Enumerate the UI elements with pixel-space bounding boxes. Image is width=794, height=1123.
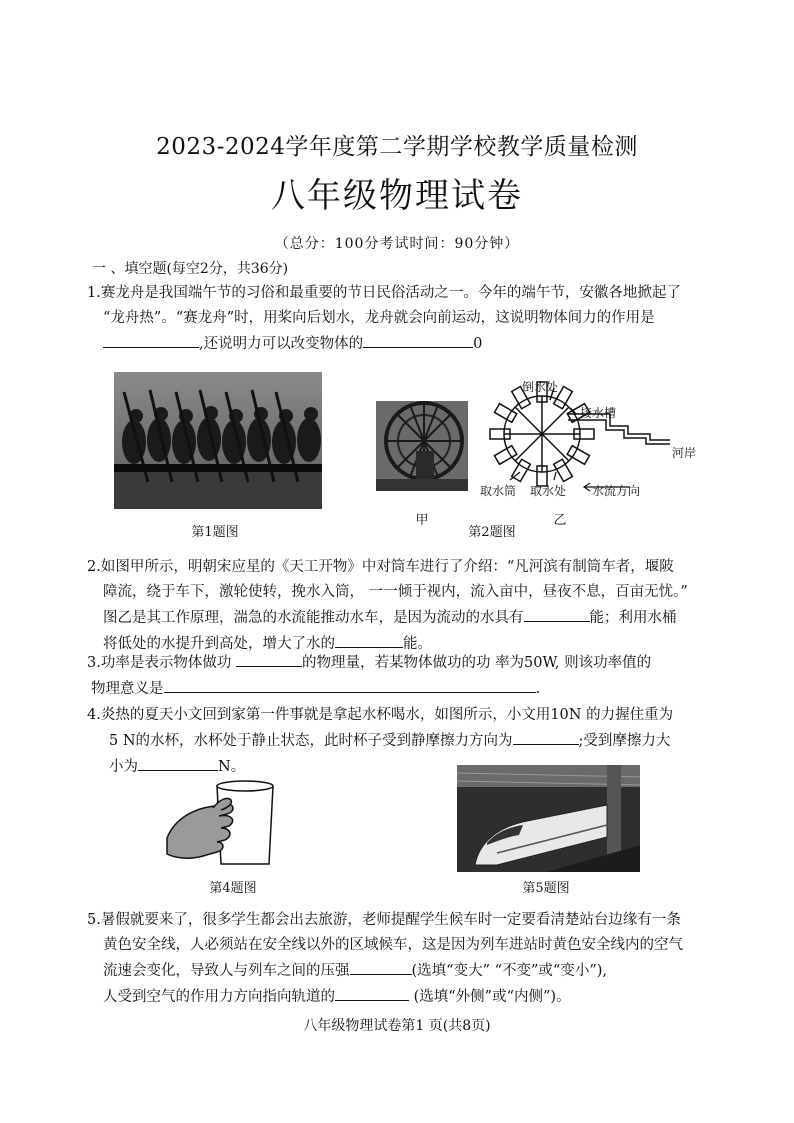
answer-blank[interactable] bbox=[363, 331, 473, 348]
answer-blank[interactable] bbox=[138, 754, 218, 771]
answer-blank[interactable] bbox=[164, 676, 536, 693]
q3-line2-end: . bbox=[535, 681, 541, 697]
dragon-boat-photo bbox=[114, 372, 322, 509]
answer-blank[interactable] bbox=[350, 958, 412, 975]
q5-line1: 5.暑假就要来了，很多学生都会出去旅游，老师提醒学生候车时一定要看清楚站台边缘有一条 bbox=[87, 912, 681, 928]
question-5 bbox=[87, 908, 737, 1010]
question-1 bbox=[87, 281, 727, 357]
water-wheel-photo bbox=[376, 401, 468, 491]
q2-line4-text: 将低处的水提升到高处，增大了水的 bbox=[103, 636, 335, 652]
q2-line3-end: 能；利用水桶 bbox=[589, 610, 677, 626]
label-water-tube: 取水筒 bbox=[480, 484, 517, 498]
q4-line2-end: ;受到摩擦力大 bbox=[578, 733, 671, 749]
figure-2-label-jia: 甲 bbox=[415, 513, 429, 528]
label-intake-point: 取水处 bbox=[530, 484, 567, 498]
q1-line2: “龙舟热”。“赛龙舟”时，用桨向后划水，龙舟就会向前运动，这说明物体间力的作用是 bbox=[103, 310, 655, 326]
figure-2-label-yi: 乙 bbox=[553, 513, 567, 528]
label-trough: 接水槽 bbox=[580, 406, 617, 420]
q5-line4-text: 人受到空气的作用力方向指向轨道的 bbox=[103, 989, 335, 1005]
figure-1-caption: 第1题图 bbox=[191, 525, 239, 540]
page-footer: 八年级物理试卷第1 页(共8页) bbox=[303, 1018, 491, 1034]
hand-holding-cup-illustration bbox=[165, 778, 285, 870]
answer-blank[interactable] bbox=[524, 605, 590, 622]
q4-line1: 4.炎热的夏天小文回到家第一件事就是拿起水杯喝水，如图所示，小文用10N 的力握住重为 bbox=[87, 707, 674, 723]
question-3 bbox=[87, 650, 737, 702]
q2-line1: 2.如图甲所示，明朝宋应星的《天工开物》中对筒车进行了介绍：“凡河滨有制筒车者，堰陂 bbox=[87, 559, 674, 575]
label-pour-point: 倒水处 bbox=[522, 380, 559, 394]
q4-line2-text: 5 N的水杯，水杯处于静止状态，此时杯子受到静摩擦力方向为 bbox=[109, 733, 513, 749]
high-speed-train-photo bbox=[457, 765, 640, 872]
exam-paper-title: 八年级物理试卷 bbox=[271, 176, 523, 216]
section-heading: 一 、填空题(每空2分，共36分) bbox=[92, 261, 289, 277]
q3-line1-end: 的物理量，若某物体做功的功 率为50W, 则该功率值的 bbox=[301, 655, 652, 671]
exam-header-title: 2023-2024学年度第二学期学校教学质量检测 bbox=[156, 134, 638, 160]
score-time-info: （总分：100分考试时间：90分钟） bbox=[274, 236, 520, 252]
figure-2-caption: 第2题图 bbox=[468, 525, 516, 540]
label-river-bank: 河岸 bbox=[672, 446, 697, 460]
figure-5-caption: 第5题图 bbox=[522, 881, 570, 896]
answer-blank[interactable] bbox=[335, 984, 409, 1001]
q2-line3-text: 图乙是其工作原理，湍急的水流能推动水车，是因为流动的水具有 bbox=[103, 610, 524, 626]
water-wheel-diagram bbox=[480, 374, 710, 504]
q5-line4-end: (选填“外侧”或“内侧”)。 bbox=[409, 989, 571, 1005]
q5-line3-end: (选填“变大” “不变”或“变小”), bbox=[411, 963, 608, 979]
answer-blank[interactable] bbox=[335, 631, 403, 648]
figure-4-caption: 第4题图 bbox=[209, 881, 257, 896]
q1-line3-text: ,还说明力可以改变物体的 bbox=[199, 336, 364, 352]
q4-line3-end: N。 bbox=[218, 759, 246, 775]
label-flow-direction: 水流方向 bbox=[592, 484, 641, 498]
question-2 bbox=[87, 555, 737, 657]
q5-line2: 黄色安全线，人必须站在安全线以外的区域候车，这是因为列车进站时黄色安全线内的空气 bbox=[103, 937, 683, 953]
answer-blank[interactable] bbox=[513, 728, 579, 745]
q2-line4-end: 能。 bbox=[403, 636, 432, 652]
q3-line1-text: 3.功率是表示物体做功 bbox=[87, 655, 236, 671]
q1-line3-end: 0 bbox=[473, 336, 483, 352]
answer-blank[interactable] bbox=[103, 331, 199, 348]
q3-line2-text: 物理意义是 bbox=[91, 681, 164, 697]
q4-line3-text: 小为 bbox=[109, 759, 138, 775]
q2-line2: 障流，绕于车下，激轮使转，挽水入筒， 一一倾于视内，流入亩中，昼夜不息，百亩无忧。” bbox=[103, 584, 688, 600]
answer-blank[interactable] bbox=[236, 650, 302, 667]
q1-line1: 1.赛龙舟是我国端午节的习俗和最重要的节日民俗活动之一。今年的端午节，安徽各地掀起了 bbox=[87, 285, 681, 301]
q5-line3-text: 流速会变化，导致人与列车之间的压强 bbox=[103, 963, 350, 979]
